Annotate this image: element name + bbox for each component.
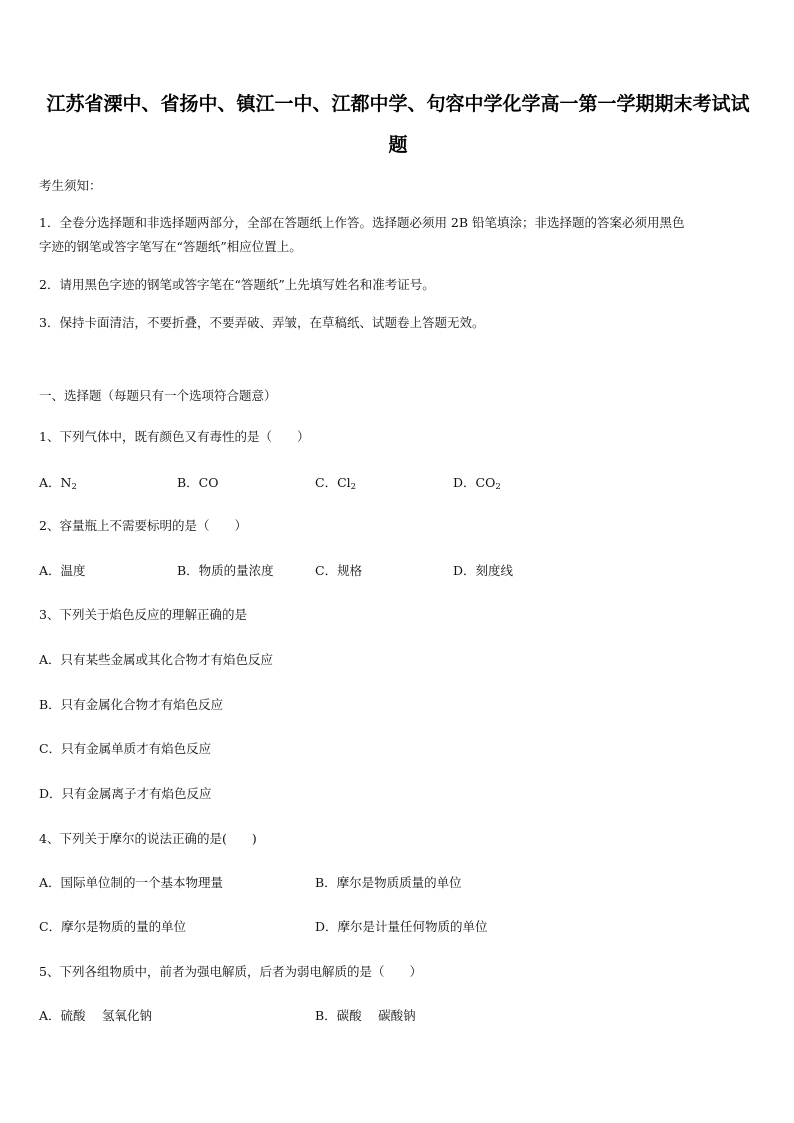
- question-1-stem: 1、下列气体中，既有颜色又有毒性的是（ ）: [39, 429, 310, 444]
- question-4-option-b: B．摩尔是物质质量的单位: [315, 875, 462, 890]
- subscript: 2: [71, 482, 77, 492]
- question-3-option-a: A．只有某些金属或其化合物才有焰色反应: [39, 652, 274, 667]
- question-2-option-d: D．刻度线: [453, 563, 514, 578]
- question-1-option-d: [453, 473, 501, 492]
- question-1-option-a: [39, 473, 77, 492]
- option-label: D．CO: [453, 475, 496, 490]
- section-heading: 一、选择题（每题只有一个选项符合题意）: [39, 388, 277, 403]
- question-3-option-b: B．只有金属化合物才有焰色反应: [39, 697, 224, 712]
- notice-item-1-line1: 1．全卷分选择题和非选择题两部分，全部在答题纸上作答。选择题必须用 2B 铅笔填涂；非选择题的答案必须用黑色: [39, 215, 685, 230]
- question-4-option-d: D．摩尔是计量任何物质的单位: [315, 919, 488, 934]
- notice-heading: 考生须知：: [39, 178, 102, 193]
- question-4-option-c: C．摩尔是物质的量的单位: [39, 919, 187, 934]
- question-3-stem: 3、下列关于焰色反应的理解正确的是: [39, 607, 247, 622]
- question-5-option-b: B．碳酸 碳酸钠: [315, 1008, 416, 1023]
- question-1-option-b: [177, 473, 219, 491]
- question-5-option-a: A．硫酸 氢氧化钠: [39, 1008, 153, 1023]
- option-label: A．N: [39, 475, 72, 490]
- question-5-stem: 5、下列各组物质中，前者为强电解质，后者为弱电解质的是（ ）: [39, 964, 422, 979]
- notice-item-2: 2．请用黑色字迹的钢笔或答字笔在“答题纸”上先填写姓名和准考证号。: [39, 277, 435, 292]
- question-3-option-c: C．只有金属单质才有焰色反应: [39, 741, 212, 756]
- question-4-stem: 4、下列关于摩尔的说法正确的是( ): [39, 831, 257, 846]
- notice-item-1-line2: 字迹的钢笔或答字笔写在“答题纸”相应位置上。: [39, 239, 302, 254]
- question-2-option-b: B．物质的量浓度: [177, 563, 274, 578]
- question-1-option-c: [315, 473, 356, 492]
- question-2-stem: 2、容量瓶上不需要标明的是（ ）: [39, 518, 247, 533]
- option-label: C．Cl: [315, 475, 351, 490]
- question-3-option-d: D．只有金属离子才有焰色反应: [39, 786, 212, 801]
- notice-item-3: 3．保持卡面清洁，不要折叠，不要弄破、弄皱，在草稿纸、试题卷上答题无效。: [39, 315, 485, 330]
- subscript: 2: [350, 482, 357, 492]
- exam-title-line1: 江苏省溧中、省扬中、镇江一中、江都中学、句容中学化学高一第一学期期末考试试: [46, 93, 750, 115]
- question-2-option-c: C．规格: [315, 563, 363, 578]
- option-label: B．CO: [177, 475, 219, 490]
- question-2-option-a: A．温度: [39, 563, 86, 578]
- subscript: 2: [495, 482, 501, 492]
- exam-title-line2: 题: [388, 134, 408, 156]
- question-4-option-a: A．国际单位制的一个基本物理量: [39, 875, 224, 890]
